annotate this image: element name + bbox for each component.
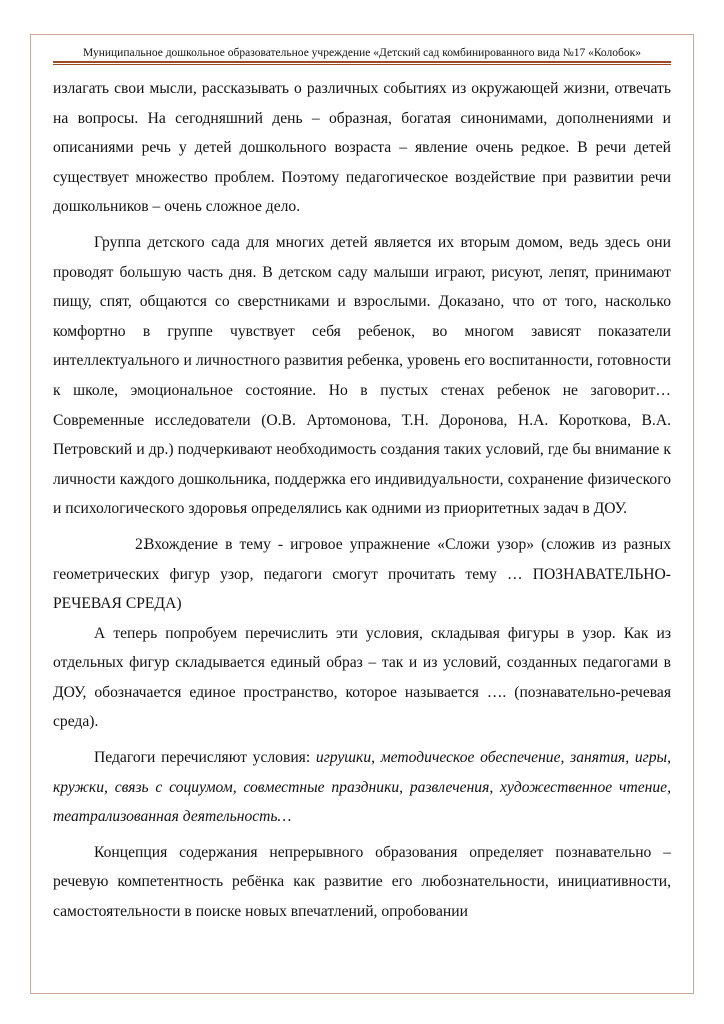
paragraph-6: Концепция содержания непрерывного образования определяет познавательно – речевую компетентность ребёнка как развитие его любознательности, инициативности, самостоятельности в поиске новых впечатлений, опробовании xyxy=(53,843,671,921)
document-body xyxy=(53,74,671,927)
paragraph-1: излагать свои мысли, рассказывать о различных событиях из окружающей жизни, отвечать на вопросы. На сегодняшний день – образная, богатая синонимами, дополнениями и описаниями речь у детей дошкольного возраста – явление очень редкое. В речи детей существует множество проблем. Поэтому педагогическое воздействие при развитии речи дошкольников – очень сложное дело. xyxy=(53,80,671,216)
paragraph-5 xyxy=(53,743,671,832)
conditions-list: игрушки, методическое обеспечение, занятия, игры, кружки, связь с социумом, совместные праздники, развлечения, художественное чтение, театрализованная деятельность… xyxy=(53,749,672,826)
paragraph-3-text: Вхождение в тему - игровое упражнение «Сложи узор» (сложив из разных геометрических фигур узор, педагоги смогут прочитать тему … ПОЗНАВАТЕЛЬНО-РЕЧЕВАЯ СРЕДА) xyxy=(53,535,671,613)
paragraph-5-lead: Педагоги перечисляют условия: xyxy=(94,749,316,767)
header-rule xyxy=(53,61,671,65)
paragraph-2: Группа детского сада для многих детей является их вторым домом, ведь здесь они проводят большую часть дня. В детском саду малыши играют, рисуют, лепят, принимают пищу, спят, общаются со сверстниками и взрослыми. Доказано, что от того, насколько комфортно в группе чувствует себя ребенок, во многом зависят показатели интеллектуального и личностного развития ребенка, уровень его воспитанности, готовности к школе, эмоциональное состояние. Но в пустых стенах ребенок не заговорит… Современные исследователи (О.В. Артомонова, Т.Н. Доронова, Н.А. Короткова, В.А. Петровский и др.) подчеркивают необходимость создания таких условий, где бы внимание к личности каждого дошкольника, поддержка его индивидуальности, сохранение физического и психологического здоровья определялись как одними из приоритетных задач в ДОУ. xyxy=(53,233,671,518)
list-number: 2. xyxy=(135,535,147,553)
header-title: Муниципальное дошкольное образовательное учреждение «Детский сад комбинированного вида №17 «Колобок» xyxy=(83,47,641,59)
paragraph-3 xyxy=(53,530,671,619)
paragraph-4: А теперь попробуем перечислить эти условия, складывая фигуры в узор. Как из отдельных фигур складывается единый образ – так и из условий, созданных педагогами в ДОУ, обозначается единое пространство, которое называется …. (познавательно-речевая среда). xyxy=(53,624,671,731)
